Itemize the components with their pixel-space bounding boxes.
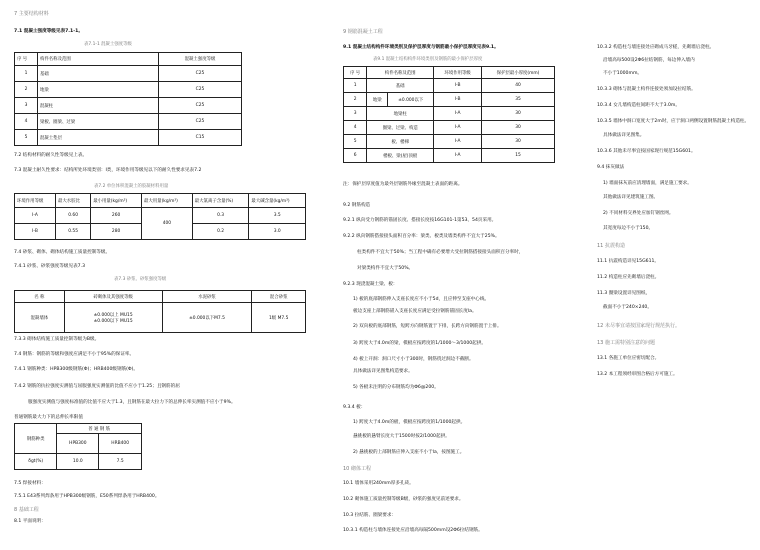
- table-header: HRB400: [99, 434, 142, 454]
- table-cell: I-B: [434, 79, 482, 93]
- item-3: 3) 跨度大于4.0m的梁，模板应按跨度的1/1000～3/1000起拱。: [353, 341, 486, 346]
- para-9-1: 9.1 混凝土结构构件环境类别及保护层厚度与钢筋最小保护层厚度见表9.1。: [343, 45, 499, 50]
- table-cell: 地梁柱: [367, 107, 434, 121]
- table-cell: I-A: [434, 149, 482, 163]
- table-cell: 5: [15, 130, 38, 146]
- table-cell: 圈梁、过梁、构造: [367, 121, 434, 135]
- table-cell: C25: [159, 98, 242, 114]
- table-7-1: [14, 52, 242, 146]
- table-cell: 40: [482, 79, 555, 93]
- para-10-1: 10.1 墙体采用240mm厚多孔砖。: [343, 481, 414, 486]
- table-cell: ±0.000以下M7.5: [162, 303, 252, 333]
- item-4: 4) 板上开洞：洞口尺寸小于300时，钢筋绕过洞边不截断。: [353, 357, 474, 362]
- slab-item-2: 2) 悬挑板的上部钢筋应伸入支座不小于la，按图施工。: [353, 450, 465, 455]
- para-7-3-3: 7.3.3 砌体结构施工质量控制等级为B级。: [14, 337, 100, 342]
- para-10-3: 10.3 拉结筋、圈梁要求：: [343, 513, 397, 518]
- table-cell: 260: [91, 208, 142, 224]
- para-7-4-1: 7.4.1 砂浆、砂浆强度等级见表7.3: [14, 264, 85, 269]
- para-9-2: 9.2 钢筋构造: [343, 203, 371, 208]
- item-4-cont: 具体做法详见图集构造要求。: [353, 369, 413, 374]
- table-cell: 梁板、圈梁、过梁: [38, 114, 159, 130]
- para-10-2: 10.2 砌体施工质量控制等级B级，砂浆的强度见前述要求。: [343, 497, 464, 502]
- table-header: 最大氯离子含量(%): [192, 194, 249, 208]
- para-7-5: 7.5 焊接材料：: [14, 481, 46, 486]
- table-cell: δgt(%): [15, 454, 57, 470]
- table-elongation: [14, 423, 142, 470]
- para-7-1: 7.1 混凝土强度等级见表7.1-1。: [14, 29, 83, 34]
- table-header: 环境作用等级: [434, 67, 482, 79]
- plaster-item-1-cont: 其他做法详见建筑施工图。: [603, 195, 659, 200]
- table-cell: 2: [15, 82, 38, 98]
- para-7-3: 7.3 混凝土耐久性要求：结构所处环境类别：I类，环境作用等级见以下的耐久性要求见表7.2: [14, 168, 202, 173]
- table-cell: 1: [344, 79, 367, 93]
- table-header: 构件名称及范围: [367, 67, 434, 79]
- table-cell: 地梁: [38, 82, 159, 98]
- table-cell: 400: [142, 208, 193, 240]
- table-header: 序 号: [15, 53, 38, 66]
- table-cell: 3.0: [249, 224, 306, 240]
- table-cell: C25: [159, 114, 242, 130]
- table-9-1: [343, 66, 555, 163]
- section-10-heading: 10 砌体工程: [343, 466, 371, 472]
- table-header: 最大水胶比: [55, 194, 90, 208]
- table-cell: 混凝土垫层: [38, 130, 159, 146]
- section-12-heading: 12 未尽事宜请按国家现行规范执行。: [597, 323, 680, 329]
- table-cell: 2: [344, 93, 367, 107]
- table-cell: 30: [482, 135, 555, 149]
- para-10-3-2: 10.3.2 构造柱与墙连接处应砌成马牙槎，先砌墙后浇柱。: [597, 45, 715, 50]
- table-cell: 5: [344, 135, 367, 149]
- para-11-3-cont: 截面不小于240×240。: [603, 305, 652, 310]
- slab-item-1: 1) 跨度大于4.0m的板，模板应按跨度的1/1000起拱。: [353, 420, 466, 425]
- para-10-3-5-cont: 具体做法详见图集。: [603, 133, 645, 138]
- para-7-4-1b: 7.4.1 钢筋种类：HPB300级钢筋(Φ)；HRB400级钢筋(Φ)。: [14, 367, 138, 372]
- para-9-2-1: 9.2.1 纵向受力钢筋的锚固长度、搭接长度按16G101-1第53、54页采用。: [343, 218, 497, 223]
- table-cell: C25: [159, 82, 242, 98]
- table-header: 最小用量(kg/m³): [91, 194, 142, 208]
- table-cell: 地梁: [367, 93, 388, 107]
- table-cell: 0.2: [192, 224, 249, 240]
- para-10-3-3: 10.3.3 砌体与混凝土构件连接处须加设拉结筋。: [597, 87, 696, 92]
- table-cell: C15: [159, 130, 242, 146]
- table-cell: I-A: [15, 208, 56, 224]
- para-7-5-1: 7.5.1 E43系列焊条用于HPB300级钢筋，E50系列焊条用于HRB400。: [14, 494, 160, 499]
- section-7-heading: 7 主要结构材料: [14, 11, 49, 17]
- table-cell: 楼板、梁(屋)顶板: [367, 149, 434, 163]
- table-cell: 3.5: [249, 208, 306, 224]
- table-cell: 3: [15, 98, 38, 114]
- slab-item-1-cont: 悬挑板的悬臂长度大于1500时按2/1000起拱。: [353, 434, 450, 439]
- table-cell: 30: [482, 107, 555, 121]
- para-11-1: 11.1 抗震构造详见15G611。: [597, 259, 660, 264]
- table-cell: I-A: [434, 121, 482, 135]
- table-7-3: [14, 290, 306, 333]
- para-10-3-2-cont2: 不小于1000mm。: [603, 71, 643, 76]
- item-5: 5) 各板未注明的分布钢筋均为Φ6@200。: [353, 385, 439, 390]
- table-header: 最大用量(kg/m³): [142, 194, 193, 208]
- table-header: 名 称: [15, 291, 65, 303]
- table-cell: 混凝墙体: [15, 303, 65, 333]
- table-cell: 0.55: [55, 224, 90, 240]
- table-7-3-caption: 表7.3 砂浆、砂浆强度等级: [114, 277, 167, 282]
- para-7-4-2: 7.4.2 钢筋的抗拉强度实测值与屈服强度实测值的比值不应小于1.25；且钢筋的屈: [14, 384, 180, 389]
- table-header: 混凝土强度等级: [159, 53, 242, 66]
- para-9-2-2: 9.2.2 纵向钢筋搭接接头面积百分率：梁类、板类及墙类构件不宜大于25%。: [343, 234, 500, 239]
- para-13-1: 13.1 各施工单位应密切配合。: [597, 356, 660, 361]
- table-7-1-caption: 表7.1-1 混凝土强度等级: [84, 42, 132, 47]
- table-header: HPB300: [57, 434, 99, 454]
- table-header: 构件名称及范围: [38, 53, 159, 66]
- table-header: 普 通 钢 筋: [57, 424, 142, 434]
- table-cell: 1级 M7.5: [252, 303, 306, 333]
- table-cell: 0.60: [55, 208, 90, 224]
- table-cell: 280: [91, 224, 142, 240]
- table-cell-line: ±0.000以下 MU15: [93, 318, 133, 324]
- table-cell-line: ±0.000以上 MU15: [93, 312, 133, 318]
- para-10-3-6: 10.3.6 其他未尽事宜按国家现行规范15G601。: [597, 149, 696, 154]
- para-9-2-2-cont2: 对梁类构件不宜大于50%。: [357, 266, 414, 271]
- table-header: 环境作用等级: [15, 194, 56, 208]
- para-10-3-4: 10.3.4 女儿墙构造柱间距不大于3.0m。: [597, 103, 680, 108]
- para-10-3-5: 10.3.5 墙体中洞口宽度大于2m时，应于洞口两侧设置钢筋混凝土构造柱。: [597, 119, 750, 124]
- para-7-4b: 7.4 钢筋：钢筋的等级和强度应满足不小于95%的保证率。: [14, 352, 135, 357]
- table-cell: 7.5: [99, 454, 142, 470]
- plaster-item-2-cont: 其宽度每边不小于150。: [603, 226, 654, 231]
- table-cell: 10.0: [57, 454, 99, 470]
- para-10-3-1: 10.3.1 构造柱与墙体连接处应沿墙高每隔500mm设2Φ6拉结钢筋。: [343, 528, 483, 533]
- table-header: 最大碱含量(kg/m³): [249, 194, 306, 208]
- table-header: 混合砂浆: [252, 291, 306, 303]
- table-cell: 6: [344, 149, 367, 163]
- plaster-item-2: 2) 不同材料交界处应加钉钢丝网。: [603, 211, 674, 216]
- table-cell: I-B: [15, 224, 56, 240]
- para-7-4-2-cont: 服强度实测值与强度标准值的比值不应大于1.3，且钢筋在最大拉力下的总伸长率实测值不应小于9%。: [28, 400, 236, 405]
- section-9-heading: 9 钢筋混凝土工程: [343, 29, 383, 35]
- para-11-3: 11.3 圈梁设置详见图纸，: [597, 291, 651, 296]
- table-cell: 0.3: [192, 208, 249, 224]
- para-13-2: 13.2 本工程须经审图合格后方可施工。: [597, 372, 678, 377]
- table-cell: 3: [344, 107, 367, 121]
- table-cell: 板、楼梯: [367, 135, 434, 149]
- para-8-1: 8.1 平面说明：: [14, 519, 46, 524]
- table-7-2-caption: 表7.2 单位体积混凝土的胶凝材料用量: [94, 184, 169, 189]
- table-7-2: [14, 193, 306, 240]
- table-cell: 30: [482, 121, 555, 135]
- para-9-2-2-cont: 柱类构件不宜大于50%；当工程中确有必要增大受拉钢筋搭接接头面积百分率时，: [357, 250, 524, 255]
- table-9-1-note: 注：保护层厚度值为最外层钢筋外缘至混凝土表面的距离。: [343, 182, 463, 187]
- table-9-1-caption: 表9.1 混凝土结构构件环境类别及钢筋的最小保护层厚度: [373, 57, 483, 62]
- table-cell: 4: [344, 121, 367, 135]
- para-11-2: 11.2 构造柱应先砌墙后浇柱。: [597, 275, 660, 280]
- para-7-4-2-table-intro: 普通钢筋最大力下的总伸长率限值: [14, 415, 83, 420]
- table-cell: 基础: [38, 66, 159, 82]
- plaster-item-1: 1) 墙面抹灰前应清理墙面，满足施工要求。: [603, 181, 692, 186]
- item-1-cont: 板边支座上部钢筋锚入支座长度应满足受拉钢筋锚固长度la。: [353, 309, 477, 314]
- table-cell: I-A: [434, 107, 482, 121]
- table-cell: I-B: [434, 93, 482, 107]
- para-9-3-4: 9.3.4 板：: [343, 405, 366, 410]
- section-11-heading: 11 抗震构造: [597, 243, 625, 249]
- table-cell: 4: [15, 114, 38, 130]
- table-cell: I-A: [434, 135, 482, 149]
- table-header: 钢筋种类: [15, 424, 57, 454]
- table-header: 序 号: [344, 67, 367, 79]
- para-9-2-3: 9.2.3 现浇混凝土梁、板：: [343, 282, 398, 287]
- para-7-4: 7.4 砂浆、砌体、砌体结构施工质量控制等级。: [14, 250, 111, 255]
- para-9-4: 9.4 抹灰做法: [597, 165, 625, 170]
- table-header: 保护层最小厚度(mm): [482, 67, 555, 79]
- para-10-3-2-cont: 沿墙高每500设2Φ6拉结钢筋，每边伸入墙内: [603, 58, 695, 63]
- table-cell: [64, 303, 162, 333]
- table-header: 砖砌体及其强度等级: [64, 291, 162, 303]
- table-header: 水泥砂浆: [162, 291, 252, 303]
- table-cell: 混凝柱: [38, 98, 159, 114]
- section-8-heading: 8 基础工程: [14, 507, 39, 513]
- table-cell: 35: [482, 93, 555, 107]
- table-cell: 15: [482, 149, 555, 163]
- item-1: 1) 板的底部钢筋伸入支座长度应不小于5d，且应伸至支座中心线。: [353, 297, 490, 302]
- table-cell: 1: [15, 66, 38, 82]
- table-cell: ±0.000以下: [388, 93, 434, 107]
- item-2: 2) 双向板的底部钢筋，短跨方向钢筋置于下排，长跨方向钢筋置于上排。: [353, 324, 502, 329]
- section-13-heading: 13 施工需特别注意的问题: [597, 340, 655, 346]
- para-7-2: 7.2 结构材料的耐久性等级见上表。: [14, 153, 88, 158]
- table-cell: C25: [159, 66, 242, 82]
- table-cell: 基础: [367, 79, 434, 93]
